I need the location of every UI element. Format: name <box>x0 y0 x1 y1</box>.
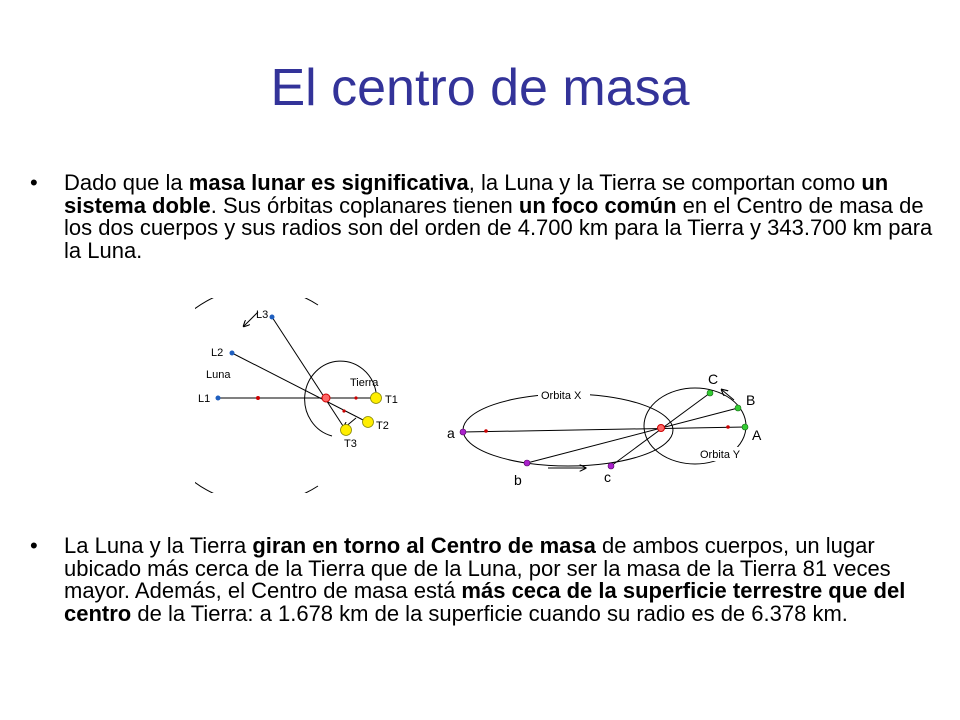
label-t1: T1 <box>385 394 398 406</box>
text-run: de ambos cuerpos, un lugar ubicado más cerca de la Tierra que de la Luna, por ser la masa de la Tierra 81 veces mayor. Además, el Centro de masa está <box>64 533 891 603</box>
right-orbit-diagram <box>447 371 762 488</box>
bullet-paragraph-2 <box>30 535 945 625</box>
a-A-line <box>463 427 745 432</box>
green-dot-A <box>742 424 748 430</box>
orbit-diagram <box>195 298 775 493</box>
moon-dot-l3 <box>270 315 275 320</box>
center-of-mass-dot <box>658 425 665 432</box>
bullet-marker: • <box>30 170 38 195</box>
label-l1: L1 <box>198 393 211 405</box>
text-run: . Sus órbitas coplanares tienen <box>210 192 519 218</box>
bold-run: un sistema doble <box>64 170 889 218</box>
bold-run: un foco común <box>518 192 677 218</box>
label-luna: Luna <box>206 369 231 381</box>
text-run: de la Tierra: a 1.678 km de la superficie cuando su radio es de 6.378 km. <box>131 600 848 626</box>
bullet-paragraph-1 <box>30 172 945 262</box>
text-run: Dado que la <box>64 170 189 195</box>
label-a: a <box>447 425 455 441</box>
label-C: C <box>708 371 719 387</box>
label-A: A <box>752 427 762 443</box>
bold-run: giran en torno al Centro de masa <box>252 533 596 558</box>
center-of-mass-dot <box>322 394 330 402</box>
green-dot-B <box>735 405 741 411</box>
left-orbit-diagram <box>195 298 398 493</box>
bold-run: más ceca de la superficie terrestre que del centro <box>64 578 906 626</box>
label-t3: T3 <box>344 438 357 450</box>
l3-t3-line <box>272 317 345 429</box>
small-red-dot <box>354 396 357 399</box>
focus-dot <box>484 429 488 433</box>
focus-dot <box>726 425 730 429</box>
label-c: c <box>604 469 611 485</box>
purple-dot-a <box>460 429 466 435</box>
text-run: en el Centro de masa de los dos cuerpos y sus radios son del orden de 4.700 km para la Tierra y 343.700 km para la Luna. <box>64 192 933 263</box>
moon-dot-l1 <box>216 396 221 401</box>
earth-dot-t1 <box>371 393 382 404</box>
label-orbita-x: Orbita X <box>541 390 582 402</box>
earth-dot-t2 <box>363 417 374 428</box>
label-l3: L3 <box>256 309 269 321</box>
label-tierra: Tierra <box>350 377 379 389</box>
small-red-dot <box>342 409 345 412</box>
moon-orbit <box>195 298 318 493</box>
label-orbita-y: Orbita Y <box>700 449 741 461</box>
label-B: B <box>746 392 756 408</box>
earth-dot-t3 <box>341 425 352 436</box>
l2-t2-line <box>232 353 367 422</box>
green-dot-C <box>707 390 713 396</box>
focus-dot <box>256 396 260 400</box>
label-l2: L2 <box>211 347 224 359</box>
label-t2: T2 <box>376 420 389 432</box>
purple-dot-b <box>524 460 530 466</box>
bullet-text-1 <box>64 172 945 262</box>
text-run: , la Luna y la Tierra se comportan como <box>468 170 862 195</box>
text-run: La Luna y la Tierra <box>64 533 253 558</box>
bold-run: masa lunar es significativa <box>188 170 469 195</box>
bullet-marker: • <box>30 533 38 558</box>
moon-dot-l2 <box>230 351 235 356</box>
label-b: b <box>514 472 522 488</box>
bullet-text-2 <box>64 535 945 625</box>
slide-title: El centro de masa <box>270 59 690 117</box>
